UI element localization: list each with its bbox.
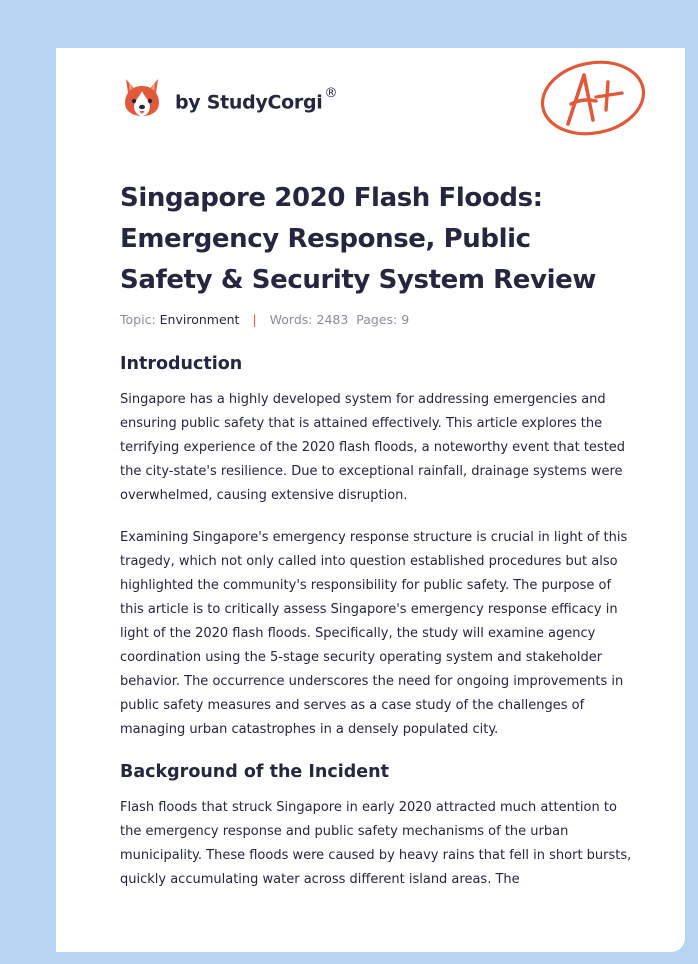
words-count: 2483 (316, 312, 349, 327)
words-label: Words: (269, 312, 313, 327)
topic-link[interactable]: Environment (159, 312, 240, 327)
section-heading-background: Background of the Incident (120, 762, 389, 782)
section-heading-introduction: Introduction (120, 354, 243, 374)
paragraph: Examining Singapore's emergency response structure is crucial in light of this tragedy, which not only called into question established procedures but also highlighted the community's responsibility for public safety. The purpose of this article is to critically assess Singapore's emergency response efficacy in light of the 2020 flash floods. Specifically, the study will examine agency coordination using the 5-stage security operating system and stakeholder behavior. The occurrence underscores the need for ongoing improvements in public safety measures and serves as a case study of the challenges of managing urban catastrophes in a densely populated city. (120, 530, 628, 737)
brand-name[interactable]: by StudyCorgi ® (175, 86, 338, 114)
trademark-symbol: ® (324, 86, 338, 101)
article-meta (120, 312, 409, 327)
article-title: Singapore 2020 Flash Floods: Emergency Response, Public Safety & Security System Review (120, 183, 596, 295)
topic-label: Topic: (120, 312, 156, 327)
document-page (56, 48, 685, 952)
paragraph: Flash floods that struck Singapore in early 2020 attracted much attention to the emergency response and public safety mechanisms of the urban municipality. These floods were caused by heavy rains that fell in short bursts, quickly accumulating water across different island areas. The (120, 800, 632, 887)
site-header (122, 76, 382, 124)
corgi-icon[interactable] (122, 76, 162, 122)
article-body (120, 352, 635, 892)
a-plus-grade-icon (538, 58, 648, 140)
meta-separator: | (252, 312, 257, 327)
pages-count: 9 (401, 312, 410, 327)
paragraph: Singapore has a highly developed system for addressing emergencies and ensuring public safety that is attained effectively. This article explores the terrifying experience of the 2020 flash floods, a noteworthy event that tested the city-state's resilience. Due to exceptional rainfall, drainage systems were overwhelmed, causing extensive disruption. (120, 392, 626, 503)
pages-label: Pages: (356, 312, 398, 327)
